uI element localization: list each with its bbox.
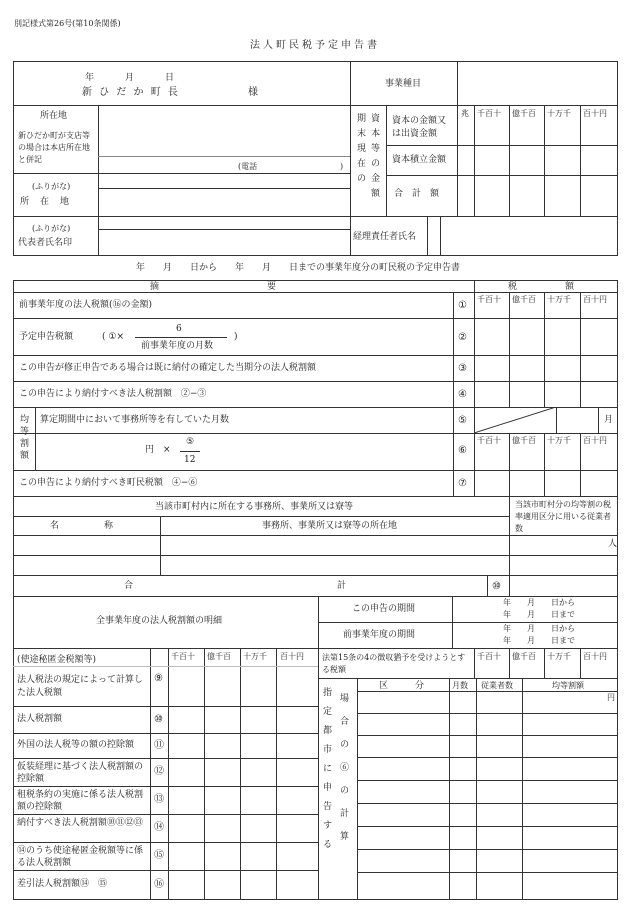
bottom-row-8-circle: ⑯: [154, 879, 164, 890]
person-unit: 人: [608, 539, 618, 549]
bottom-row-4-circle: ⑫: [154, 766, 164, 777]
office-total-label-a: 合: [124, 581, 134, 591]
honorific: 様: [248, 87, 258, 98]
row-1-label: 前事業年度の法人税額(⑯の金額): [19, 300, 153, 310]
this-period-from: 年 月 日から: [503, 598, 575, 607]
phone-label: (電話: [238, 162, 258, 171]
deferral-digit-4: 百十円: [583, 652, 607, 661]
circle-7: ⑦: [458, 478, 467, 489]
col-months: 月数: [452, 681, 468, 690]
bottom-row-8-label: 差引法人税割額⑭ ⑮: [17, 879, 108, 889]
circle-6: ⑥: [458, 445, 467, 456]
row-6-denominator: 12: [184, 455, 196, 465]
circle-5: ⑤: [458, 415, 467, 426]
main-digit-2b: 億千百: [512, 436, 536, 445]
office-heading: 当該市町村内に所在する事務所、事業所又は寮等: [155, 502, 354, 512]
bottom-row-5-circle: ⑬: [154, 794, 164, 805]
deferral-label: 法第15条の4の徴収猶予を受けようとする税額: [322, 653, 466, 674]
capital-reserve-label: 資本積立金額: [392, 155, 447, 165]
diagonal-slash: [474, 407, 556, 433]
digit-col-cho: 兆: [461, 109, 469, 118]
employee-count-heading: 当該市町村分の均等割の税率適用区分に用いる従業者数: [515, 500, 611, 533]
designated-city-vertical-a: 指定都市に申告する: [323, 688, 333, 850]
bottom-row-3-label: 外国の法人税等の額の控除額: [17, 740, 135, 750]
circle-3: ③: [458, 363, 467, 374]
prev-period-label: 前事業年度の期間: [343, 630, 416, 640]
circle-4: ④: [458, 389, 467, 400]
circle-2: ②: [458, 332, 467, 343]
capital-vertical-label-b: 資本等の金額: [371, 114, 381, 199]
row-2-denominator: 前事業年度の月数: [141, 341, 214, 351]
prev-period-to: 年 月 日まで: [503, 636, 575, 645]
bottom-row-6-label: 納付すべき法人税割額⑩⑪⑫⑬: [17, 818, 143, 828]
period-line: 年 月 日から 年 月 日までの事業年度分の町民税の予定申告書: [136, 263, 461, 273]
representative-label: 代表者氏名印: [18, 238, 73, 248]
bottom-row-2-circle: ⑩: [154, 714, 163, 725]
bottom-digit-1: 千百十: [171, 652, 195, 661]
col-summary-header: 摘 要: [150, 282, 277, 292]
main-digit-1: 千百十: [477, 295, 501, 304]
bottom-digit-2: 億千百: [207, 652, 231, 661]
main-digit-3b: 十万千: [547, 436, 571, 445]
capital-amount-label: 資本の金額又は出資金額: [392, 116, 447, 139]
bottom-digit-4: 百十円: [280, 652, 304, 661]
bottom-row-5-label: 租税条約の実施に係る法人税割額の控除額: [17, 790, 144, 812]
bottom-digit-3: 十万千: [243, 652, 267, 661]
deferral-digit-1: 千百十: [477, 652, 501, 661]
bottom-row-1-circle: ⑨: [154, 673, 163, 684]
row-2-label: 予定申告税額: [19, 332, 74, 342]
location-label: 所 在 地: [20, 197, 71, 207]
col-tax-header: 税 額: [508, 282, 585, 292]
col-office-address: 事務所、事業所又は寮等の所在地: [262, 521, 398, 531]
capital-vertical-label-a: 期末現在の: [357, 114, 367, 184]
digit-col-2: 億千百: [512, 109, 536, 118]
row-5-side-label: 均等割額: [18, 414, 28, 462]
furigana-label-1: (ふりがな): [32, 182, 71, 191]
bottom-row-4-label: 仮装経理に基づく法人税割額の控除額: [17, 762, 144, 784]
bottom-row-2-label: 法人税割額: [17, 714, 63, 724]
this-period-label: この申告の期間: [352, 604, 416, 614]
row-4-label: この申告により納付すべき法人税割額 ②−③: [19, 389, 207, 399]
col-employees: 従業者数: [481, 681, 513, 690]
this-period-to: 年 月 日まで: [503, 610, 575, 619]
digit-col-4: 百十円: [583, 109, 607, 118]
main-digit-4b: 百十円: [583, 436, 607, 445]
deferral-digit-3: 十万千: [547, 652, 571, 661]
prev-period-from: 年 月 日から: [503, 624, 575, 633]
col-office-name: 名 称: [50, 521, 114, 531]
designated-city-vertical-b: 場合の⑥の計算: [340, 694, 350, 842]
main-digit-1b: 千百十: [477, 436, 501, 445]
main-digit-2: 億千百: [512, 295, 536, 304]
bottom-left-heading: 全事業年度の法人税割額の明細: [96, 616, 223, 626]
business-type-label: 事業種目: [385, 79, 422, 89]
bottom-row-7-circle: ⑮: [154, 850, 164, 861]
furigana-label-2: (ふりがな): [32, 224, 71, 233]
office-total-label-b: 計: [337, 581, 347, 591]
row-3-label: この申告が修正申告である場合は既に納付の確定した当期分の法人税割額: [19, 363, 317, 373]
accountant-label: 経理責任者氏名: [353, 232, 417, 242]
digit-col-1: 千百十: [477, 109, 501, 118]
row-5-label: 算定期間中において事務所等を有していた月数: [40, 415, 230, 425]
address-label: 所在地: [40, 111, 68, 121]
row-6-numerator: ⑤: [186, 437, 195, 447]
date-day: 日: [165, 73, 175, 83]
bottom-row-3-circle: ⑪: [154, 740, 164, 751]
circle-1: ①: [458, 300, 467, 311]
digit-col-3: 十万千: [547, 109, 571, 118]
deferral-digit-2: 億千百: [512, 652, 536, 661]
row-2-formula-open: ( ①×: [102, 332, 124, 342]
addressee: 新 ひ だ か 町 長: [82, 87, 180, 98]
date-year: 年: [85, 73, 95, 83]
yen-unit: 円: [607, 693, 615, 702]
bottom-row-0-label: (使途秘匿金税額等): [17, 655, 97, 665]
row-2-numerator: 6: [176, 324, 182, 334]
phone-close: ): [340, 162, 344, 171]
main-digit-4: 百十円: [583, 295, 607, 304]
row-6-yen: 円 ×: [145, 445, 171, 455]
form-number: 別記様式第26号(第10条関係): [14, 19, 121, 28]
bottom-row-7-label: ⑭のうち使途秘匿金税額等に係る法人税割額: [17, 846, 144, 868]
page-title: 法人町民税予定申告書: [250, 40, 380, 51]
date-month: 月: [125, 73, 135, 83]
bottom-row-1-label: 法人税法の規定によって計算した法人税額: [17, 675, 144, 698]
address-note: 新ひだか町が支店等の場合は本店所在地と併記: [18, 131, 90, 164]
row-2-formula-close: ): [234, 332, 238, 342]
office-circle-10: ⑩: [492, 581, 501, 592]
main-digit-3: 十万千: [547, 295, 571, 304]
bottom-row-6-circle: ⑭: [154, 822, 164, 833]
row-7-label: この申告により納付すべき町民税額 ④−⑥: [19, 478, 198, 488]
col-district: 区 分: [379, 681, 425, 691]
col-equal-tax: 均等割額: [552, 681, 584, 690]
total-label: 合 計 額: [394, 189, 440, 199]
row-5-unit: 月: [604, 415, 614, 425]
